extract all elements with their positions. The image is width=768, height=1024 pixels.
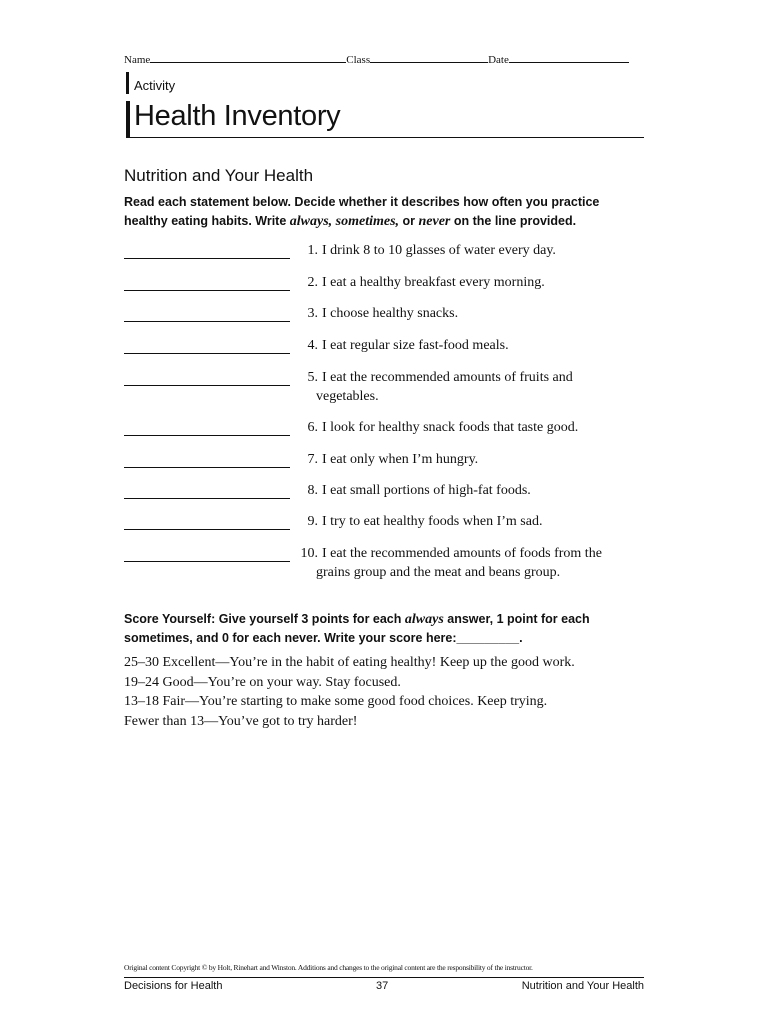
statement-number: 7. [307, 452, 318, 467]
statement-text [300, 418, 640, 437]
statement-text [300, 544, 640, 582]
statement-continuation: grains group and the meat and beans group. [316, 565, 561, 580]
instructions-word-always: always, [289, 214, 333, 229]
statement-label: I eat the recommended amounts of fruits and [322, 370, 573, 385]
footer-book-title: Decisions for Health [124, 980, 223, 992]
student-info-line [124, 52, 644, 66]
answer-line[interactable] [124, 385, 290, 386]
statement-text [300, 304, 640, 323]
score-range-good: 19–24 Good—You’re on your way. Stay focused. [124, 674, 401, 690]
score-range-excellent: 25–30 Excellent—You’re in the habit of eating healthy! Keep up the good work. [124, 655, 575, 670]
answer-line[interactable] [124, 529, 290, 530]
answer-line[interactable] [124, 290, 290, 291]
statement-text [300, 512, 640, 531]
class-field[interactable] [370, 52, 488, 63]
statement-label: I drink 8 to 10 glasses of water every day. [322, 243, 556, 258]
title-bar [126, 101, 130, 137]
statement-text [300, 336, 640, 355]
statement-number: 4. [307, 338, 318, 353]
instructions-word-never: never [418, 214, 451, 229]
page-number: 37 [376, 980, 389, 992]
score-instructions [124, 610, 644, 648]
class-label: Class [346, 54, 371, 66]
statement-label: I eat small portions of high-fat foods. [322, 483, 531, 498]
statement-number: 6. [307, 420, 318, 435]
statement-label: I choose healthy snacks. [322, 306, 459, 321]
answer-line[interactable] [124, 435, 290, 436]
title-rule [126, 137, 644, 138]
statement-label: I look for healthy snack foods that taste good. [322, 420, 579, 435]
statement-number: 8. [307, 483, 318, 498]
date-label: Date [488, 54, 509, 66]
instructions-text-2: on the line provided. [450, 214, 577, 228]
page-title: Health Inventory [134, 100, 341, 132]
score-range-fair: 13–18 Fair—You’re starting to make some good food choices. Keep trying. [124, 694, 548, 709]
statement-number: 10. [300, 546, 318, 561]
answer-line[interactable] [124, 561, 290, 562]
score-ranges [124, 653, 644, 731]
statement-continuation: vegetables. [316, 389, 379, 404]
score-text-2: answer, 1 point for each sometimes, and 0 for each never. Write your score here:_________. [124, 612, 590, 645]
instructions [124, 193, 644, 231]
statement-number: 2. [307, 274, 318, 290]
statement-text [300, 450, 640, 469]
name-field[interactable] [150, 52, 346, 63]
statement-label: I eat the recommended amounts of foods from the [322, 546, 602, 561]
activity-label: Activity [134, 78, 176, 93]
answer-line[interactable] [124, 467, 290, 468]
statement-text [300, 481, 640, 500]
statement-text [300, 368, 640, 406]
statement-label: I eat regular size fast-food meals. [322, 338, 509, 353]
footer-chapter-title: Nutrition and Your Health [521, 980, 644, 992]
score-text-1: Score Yourself: Give yourself 3 points for each [124, 612, 405, 626]
statement-text [300, 273, 640, 292]
statement-number: 1. [307, 243, 318, 258]
score-range-low: Fewer than 13—You’ve got to try harder! [124, 713, 358, 729]
statement-number: 9. [307, 514, 318, 529]
statement-label: I eat a healthy breakfast every morning. [322, 274, 545, 290]
statement-label: I eat only when I’m hungry. [322, 452, 479, 467]
statement-label: I try to eat healthy foods when I’m sad. [322, 514, 543, 529]
answer-line[interactable] [124, 353, 290, 354]
answer-line[interactable] [124, 321, 290, 322]
answer-line[interactable] [124, 498, 290, 499]
score-word-always: always [404, 612, 444, 627]
date-field[interactable] [509, 52, 629, 63]
statement-text [300, 241, 640, 260]
instructions-text-mid: or [399, 214, 419, 228]
section-subtitle: Nutrition and Your Health [124, 166, 314, 185]
copyright-notice: Original content Copyright © by Holt, Rinehart and Winston. Additions and changes to the original content are the responsibility of the instructor. [124, 963, 533, 972]
instructions-text-1: Read each statement below. Decide whether it describes how often you practice healthy eating habits. Write [124, 195, 600, 228]
instructions-word-sometimes: sometimes, [335, 214, 400, 229]
name-label: Name [124, 54, 151, 66]
statement-number: 3. [307, 306, 318, 321]
activity-bar [126, 72, 129, 94]
footer-rule [124, 977, 644, 978]
answer-line[interactable] [124, 258, 290, 259]
statement-number: 5. [307, 370, 318, 385]
